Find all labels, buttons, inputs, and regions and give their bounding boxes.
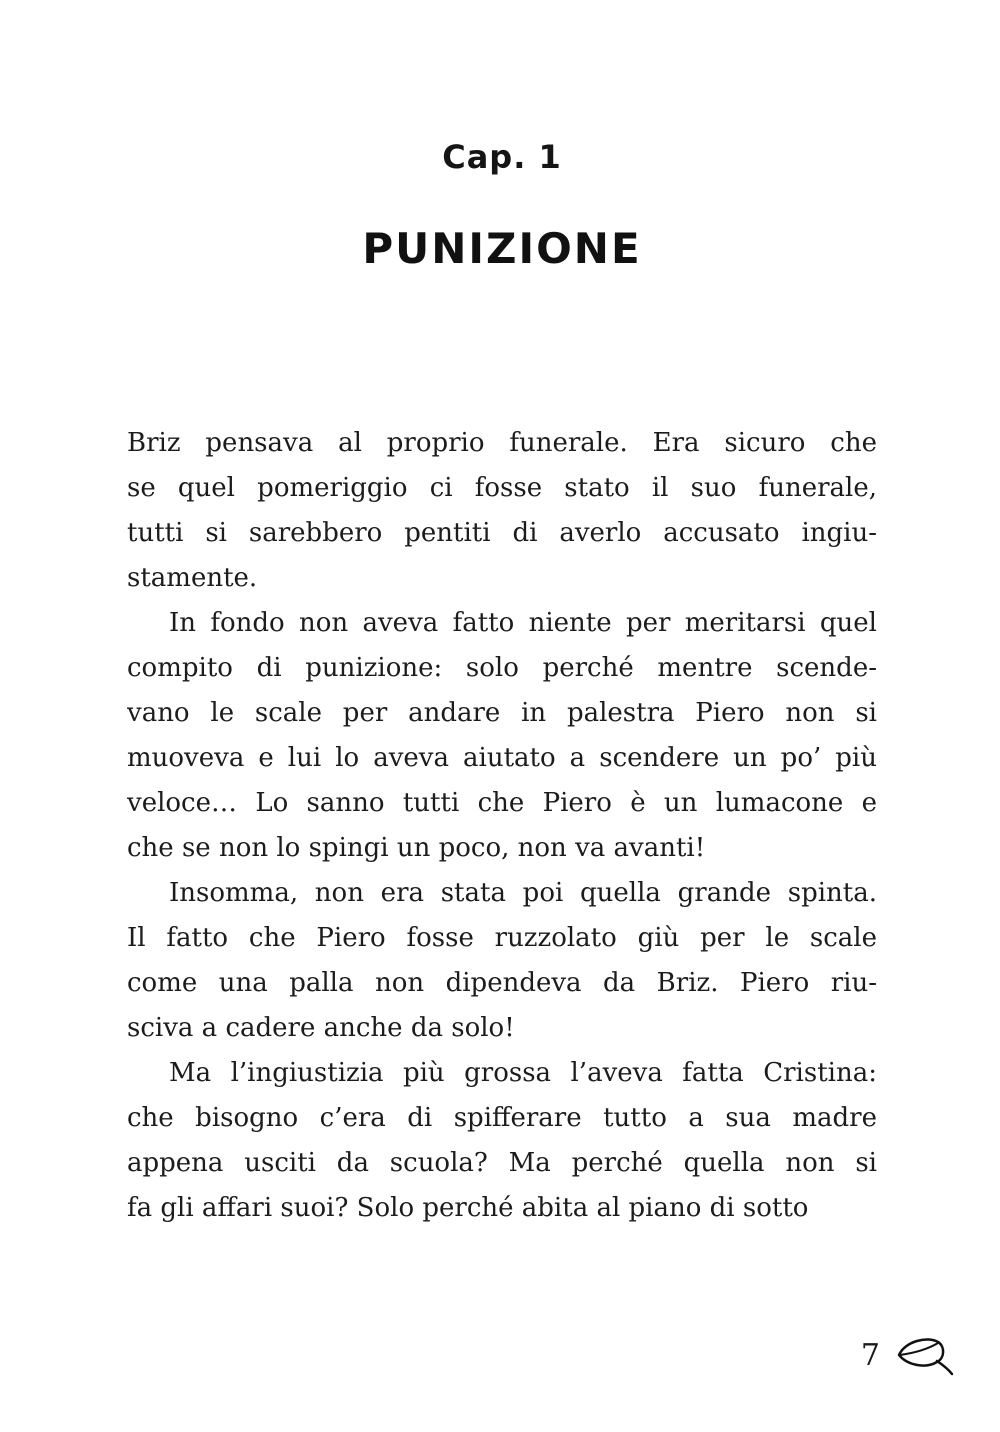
text-line: fa gli affari suoi? Solo perché abita al piano di sotto — [127, 1193, 809, 1223]
text-line: tutti si sarebbero pentiti di averlo accusato ingiu- — [127, 518, 877, 548]
page-footer — [861, 1334, 954, 1376]
text-line: che bisogno c’era di spifferare tutto a sua madre — [127, 1103, 877, 1133]
text-line: In fondo non aveva fatto niente per meritarsi quel — [169, 608, 877, 638]
paragraph — [127, 421, 877, 601]
body-text — [127, 421, 877, 1231]
text-line: muoveva e lui lo aveva aiutato a scendere un po’ più — [127, 743, 877, 773]
text-line: vano le scale per andare in palestra Piero non si — [127, 698, 877, 728]
text-line: veloce… Lo sanno tutti che Piero è un lumacone e — [127, 788, 877, 818]
text-column — [127, 0, 877, 1231]
text-line: sciva a cadere anche da solo! — [127, 1013, 515, 1043]
text-line: stamente. — [127, 563, 258, 593]
paragraph — [127, 1051, 877, 1231]
text-line: compito di punizione: solo perché mentre scende- — [127, 653, 877, 683]
paragraph — [127, 871, 877, 1051]
text-line: Briz pensava al proprio funerale. Era sicuro che — [127, 428, 877, 458]
text-line: Insomma, non era stata poi quella grande spinta. — [169, 878, 877, 908]
chapter-label: Cap. 1 — [442, 138, 562, 176]
text-line: come una palla non dipendeva da Briz. Piero riu- — [127, 968, 877, 998]
chapter-title: PUNIZIONE — [362, 224, 642, 273]
text-line: Il fatto che Piero fosse ruzzolato giù per le scale — [127, 923, 877, 953]
text-line: che se non lo spingi un poco, non va avanti! — [127, 833, 706, 863]
text-line: se quel pomeriggio ci fosse stato il suo funerale, — [127, 473, 877, 503]
text-line: Ma l’ingiustizia più grossa l’aveva fatta Cristina: — [169, 1058, 877, 1088]
page-number: 7 — [860, 1337, 880, 1373]
leaf-icon — [896, 1334, 954, 1376]
paragraph — [127, 601, 877, 871]
text-line: appena usciti da scuola? Ma perché quella non si — [127, 1148, 877, 1178]
